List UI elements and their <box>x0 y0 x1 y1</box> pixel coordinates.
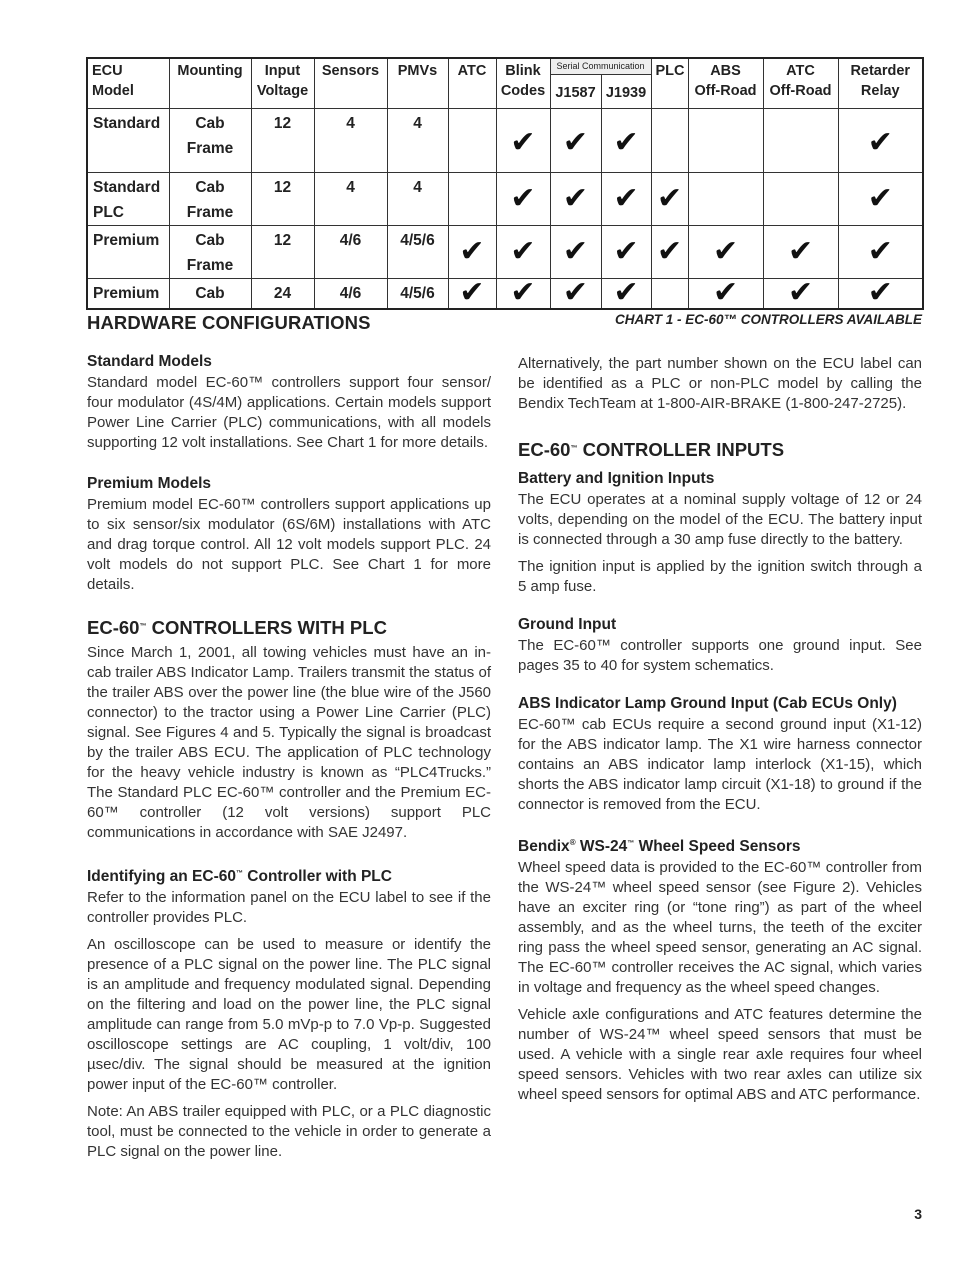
cell-atc-off-road <box>763 225 838 278</box>
check-icon: ✔ <box>867 233 893 269</box>
controllers-table <box>86 57 924 310</box>
cell-mounting: Cab <box>169 278 251 309</box>
cell-voltage: 24 <box>251 278 314 309</box>
check-icon: ✔ <box>562 124 589 160</box>
check-icon: ✔ <box>656 233 683 269</box>
identifying-plc-heading: Identifying an EC-60™ Controller with PLC <box>87 868 392 885</box>
table-row <box>87 225 923 278</box>
header-j1939: J1939 <box>601 74 651 108</box>
cell-j1587 <box>550 172 601 225</box>
cell-abs-off-road <box>688 274 763 310</box>
cell-j1939 <box>601 225 651 278</box>
cell-j1939 <box>601 274 651 310</box>
abs-lamp-ground-text: EC-60™ cab ECUs require a second ground input (X1-12) for the ABS indicator lamp. The X1 wire harness connector contains an ABS indicator lamp interlock (X1-15), which shorts the ABS indicator lamp circuit (X1-18) to ground if the connector is removed from the ECU. <box>518 716 922 813</box>
cell-retarder <box>838 108 923 172</box>
cell-abs-off-road <box>688 225 763 278</box>
cell-atc-off-road <box>763 172 838 225</box>
check-icon: ✔ <box>562 180 589 216</box>
header-atc-off-road: ATC Off-Road <box>763 58 838 108</box>
check-icon: ✔ <box>787 233 814 269</box>
header-serial-communication: Serial Communication <box>550 58 651 74</box>
check-icon: ✔ <box>562 274 589 310</box>
check-icon: ✔ <box>867 124 893 160</box>
cell-j1587 <box>550 108 601 172</box>
check-icon: ✔ <box>613 233 639 269</box>
right-column <box>518 354 922 1105</box>
alternative-identification-text: Alternatively, the part number shown on the ECU label can be identified as a PLC or non-PLC model by calling the Bendix TechTeam at 1-800-AIR-BRAKE (1-800-247-2725). <box>518 355 922 412</box>
cell-j1939 <box>601 108 651 172</box>
header-retarder-relay: Retarder Relay <box>838 58 923 108</box>
cell-model: Standard <box>87 108 169 172</box>
wheel-speed-sensors-text-1: Wheel speed data is provided to the EC-60™ controller from the WS-24™ wheel speed sensor (see Figure 2). Vehicles have an exciter ring (or “tone ring”) as part of the wheel assembly, and as the wheel turns, the teeth of the exciter ring pass the wheel speed sensor, generating an AC signal. The EC-60™ controller receives the AC signal, which varies in voltage and frequency as the wheel speed changes. <box>518 859 922 996</box>
check-icon: ✔ <box>867 274 893 310</box>
cell-pmvs: 4/5/6 <box>387 278 448 309</box>
table-row <box>87 278 923 309</box>
cell-atc-off-road <box>763 274 838 310</box>
hardware-configurations-heading: HARDWARE CONFIGURATIONS <box>87 312 371 333</box>
cell-voltage: 12 <box>251 172 314 225</box>
cell-model: Premium <box>87 278 169 309</box>
identifying-plc-text-1: Refer to the information panel on the ECU label to see if the controller provides PLC. <box>87 889 491 926</box>
check-icon: ✔ <box>712 274 739 310</box>
header-input-voltage: Input Voltage <box>251 58 314 108</box>
controllers-with-plc-heading: EC-60™ CONTROLLERS WITH PLC <box>87 617 387 638</box>
cell-j1587 <box>550 274 601 310</box>
cell-sensors: 4/6 <box>314 225 387 278</box>
check-icon: ✔ <box>656 180 683 216</box>
cell-mounting: Cab Frame <box>169 108 251 172</box>
abs-lamp-ground-heading: ABS Indicator Lamp Ground Input (Cab ECUs Only) <box>518 695 897 712</box>
cell-blink <box>496 225 550 278</box>
ground-input-text: The EC-60™ controller supports one ground input. See pages 35 to 40 for system schematics. <box>518 637 922 674</box>
cell-pmvs: 4 <box>387 172 448 225</box>
header-atc: ATC <box>448 58 496 108</box>
cell-j1587 <box>550 225 601 278</box>
cell-mounting: Cab Frame <box>169 225 251 278</box>
identifying-plc-text-2: An oscilloscope can be used to measure or identify the presence of a PLC signal on the power line. The PLC signal is an amplitude and frequency modulated signal. Depending on the filtering and load on the power line, the PLC signal amplitude can range from 5.0 mVp-p to 7.0 Vp-p. Suggested oscilloscope settings are AC coupling, 1 volt/div, 100 µsec/div. The signal should be measured at the ignition power input of the EC-60™ controller. <box>87 936 491 1093</box>
cell-voltage: 12 <box>251 225 314 278</box>
cell-retarder <box>838 274 923 310</box>
cell-pmvs: 4 <box>387 108 448 172</box>
check-icon: ✔ <box>613 180 639 216</box>
check-icon: ✔ <box>510 180 536 216</box>
header-abs-off-road: ABS Off-Road <box>688 58 763 108</box>
check-icon: ✔ <box>613 274 639 310</box>
table-row <box>87 172 923 225</box>
check-icon: ✔ <box>613 124 639 160</box>
identifying-plc-note: Note: An ABS trailer equipped with PLC, or a PLC diagnostic tool, must be connected to the vehicle in order to generate a PLC signal on the power line. <box>87 1103 491 1160</box>
header-sensors: Sensors <box>314 58 387 108</box>
header-mounting: Mounting <box>169 58 251 108</box>
cell-model: Standard PLC <box>87 172 169 225</box>
standard-models-text: Standard model EC-60™ controllers support four sensor/ four modulator (4S/4M) applications. Certain models support Power Line Carrier (PLC) communications, with all models supporting 12 volt installations. See Chart 1 for more details. <box>87 374 491 451</box>
cell-atc-off-road <box>763 108 838 172</box>
controllers-with-plc-text: Since March 1, 2001, all towing vehicles must have an in-cab trailer ABS Indicator Lamp. Trailers transmit the status of the trailer ABS over the power line (the blue wire of the J560 connector) to the tractor using a Power Line Carrier (PLC) signal. See Figures 4 and 5. Typically the signal is broadcast by the trailer ABS ECU. The application of PLC technology for the heavy vehicle industry is known as “PLC4Trucks.” The Standard PLC EC-60™ controller and the Premium EC-60™ controller (12 volt versions) support PLC communications in accordance with SAE J2497. <box>87 644 491 841</box>
check-icon: ✔ <box>712 233 739 269</box>
cell-retarder <box>838 172 923 225</box>
cell-plc <box>651 108 688 172</box>
check-icon: ✔ <box>459 233 485 269</box>
premium-models-heading: Premium Models <box>87 475 212 492</box>
chart-caption: CHART 1 - EC-60™ CONTROLLERS AVAILABLE <box>614 312 922 327</box>
cell-plc <box>651 278 688 309</box>
cell-mounting: Cab Frame <box>169 172 251 225</box>
standard-models-heading: Standard Models <box>87 353 212 370</box>
cell-atc <box>448 172 496 225</box>
cell-atc <box>448 108 496 172</box>
cell-blink <box>496 108 550 172</box>
cell-voltage: 12 <box>251 108 314 172</box>
cell-blink <box>496 274 550 310</box>
check-icon: ✔ <box>510 274 536 310</box>
cell-blink <box>496 172 550 225</box>
cell-pmvs: 4/5/6 <box>387 225 448 278</box>
cell-sensors: 4 <box>314 172 387 225</box>
battery-ignition-text-2: The ignition input is applied by the ignition switch through a 5 amp fuse. <box>518 558 922 595</box>
cell-atc <box>448 274 496 310</box>
cell-atc <box>448 225 496 278</box>
controller-inputs-heading: EC-60™ CONTROLLER INPUTS <box>518 439 785 460</box>
cell-plc <box>651 172 688 225</box>
check-icon: ✔ <box>459 274 485 310</box>
battery-ignition-heading: Battery and Ignition Inputs <box>518 470 715 487</box>
check-icon: ✔ <box>787 274 814 310</box>
cell-plc <box>651 225 688 278</box>
cell-abs-off-road <box>688 108 763 172</box>
header-plc: PLC <box>651 58 688 108</box>
check-icon: ✔ <box>562 233 589 269</box>
table-row <box>87 108 923 172</box>
ground-input-heading: Ground Input <box>518 616 617 633</box>
check-icon: ✔ <box>867 180 893 216</box>
header-blink-codes: Blink Codes <box>496 58 550 108</box>
left-column <box>87 350 491 1162</box>
check-icon: ✔ <box>510 124 536 160</box>
check-icon: ✔ <box>510 233 536 269</box>
wheel-speed-sensors-text-2: Vehicle axle configurations and ATC features determine the number of WS-24™ wheel speed sensors that must be used. A vehicle with a single rear axle requires four wheel speed sensors. Vehicles with two rear axles can utilize six wheel speed sensors for optimal ABS and ATC performance. <box>518 1006 922 1103</box>
cell-j1939 <box>601 172 651 225</box>
cell-sensors: 4 <box>314 108 387 172</box>
header-j1587: J1587 <box>550 74 601 108</box>
cell-model: Premium <box>87 225 169 278</box>
premium-models-text: Premium model EC-60™ controllers support applications up to six sensor/six modulator (6S/6M) installations with ATC and drag torque control. All 12 volt models support PLC. 24 volt models do not support PLC. See Chart 1 for more details. <box>87 496 491 593</box>
header-ecu-model: ECU Model <box>87 58 169 108</box>
cell-abs-off-road <box>688 172 763 225</box>
battery-ignition-text-1: The ECU operates at a nominal supply voltage of 12 or 24 volts, depending on the model of the ECU. The battery input is connected through a 30 amp fuse directly to the battery. <box>518 491 922 548</box>
cell-sensors: 4/6 <box>314 278 387 309</box>
cell-retarder <box>838 225 923 278</box>
wheel-speed-sensors-heading: Bendix® WS-24™ Wheel Speed Sensors <box>518 838 801 855</box>
page-number: 3 <box>914 1206 922 1222</box>
header-pmvs: PMVs <box>387 58 448 108</box>
